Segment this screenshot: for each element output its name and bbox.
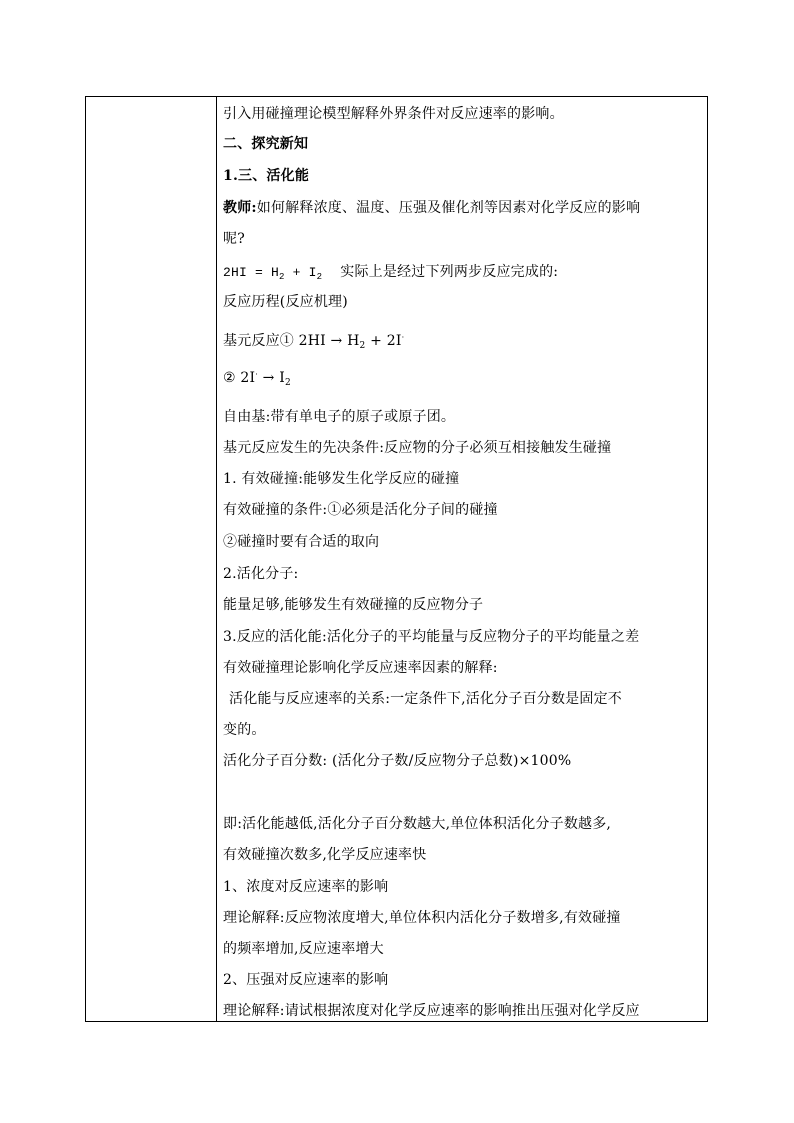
text-line: 1、浓度对反应速率的影响: [223, 879, 389, 895]
left-column-cell: [86, 97, 217, 1021]
equation-note: 实际上是经过下列两步反应完成的:: [340, 264, 559, 280]
subscript: 2: [279, 272, 285, 282]
text-line: 引入用碰撞理论模型解释外界条件对反应速率的影响。: [223, 106, 564, 122]
subscript: 2: [284, 378, 291, 388]
reaction-equation: [223, 261, 558, 282]
text-line: 理论解释:请试根据浓度对化学反应速率的影响推出压强对化学反应: [223, 1003, 640, 1019]
elementary-reaction-1: [223, 330, 404, 351]
subscript: 2: [359, 341, 366, 351]
speaker-label: 教师:: [223, 200, 257, 216]
text-line: 即:活化能越低,活化分子百分数越大,单位体积活化分子数越多,: [223, 816, 612, 832]
text-line: 有效碰撞理论影响化学反应速率因素的解释:: [223, 660, 498, 676]
text-line: 的频率增加,反应速率增大: [223, 941, 384, 957]
text-line: 1. 有效碰撞:能够发生化学反应的碰撞: [223, 471, 460, 487]
text-line: [223, 197, 640, 217]
equation-part: + 2I: [370, 333, 402, 349]
text-line: 反应历程(反应机理): [223, 294, 348, 310]
text-line: ②碰撞时要有合适的取向: [223, 534, 380, 550]
equation-part: 基元反应① 2HI → H: [223, 333, 360, 349]
equation-part: ② 2I: [223, 370, 256, 386]
text-line: 有效碰撞的条件:①必须是活化分子间的碰撞: [223, 502, 498, 518]
text-line: 基元反应发生的先决条件:反应物的分子必须互相接触发生碰撞: [223, 440, 612, 456]
radical-dot: ·: [255, 370, 258, 379]
text-line: 呢?: [223, 231, 245, 247]
section-heading: 二、探究新知: [223, 136, 309, 152]
elementary-reaction-2: [223, 370, 291, 388]
text-line: 能量足够,能够发生有效碰撞的反应物分子: [223, 597, 484, 613]
text-line: 理论解释:反应物浓度增大,单位体积内活化分子数增多,有效碰撞: [223, 910, 621, 926]
text-line: 2.活化分子:: [223, 566, 299, 582]
text-line: 3.反应的活化能:活化分子的平均能量与反应物分子的平均能量之差: [223, 629, 640, 645]
text-line: 活化能与反应速率的关系:一定条件下,活化分子百分数是固定不: [229, 691, 622, 707]
equation-part: + I: [292, 265, 317, 280]
equation-part: → I: [262, 370, 285, 386]
text-line: 2、压强对反应速率的影响: [223, 972, 389, 988]
right-column-cell: [217, 97, 707, 1021]
lesson-table: [85, 96, 708, 1022]
text-line: 自由基:带有单电子的原子或原子团。: [223, 409, 456, 425]
text-line: 有效碰撞次数多,化学反应速率快: [223, 847, 427, 863]
teacher-question: 如何解释浓度、温度、压强及催化剂等因素对化学反应的影响: [256, 200, 641, 216]
section-heading: 1.三、活化能: [223, 168, 310, 184]
equation-part: 2HI = H: [223, 265, 280, 280]
radical-dot: ·: [401, 333, 405, 342]
subscript: 2: [316, 272, 323, 282]
text-line: 变的。: [223, 722, 266, 738]
text-line: 活化分子百分数: (活化分子数/反应物分子总数)×100%: [223, 753, 572, 769]
